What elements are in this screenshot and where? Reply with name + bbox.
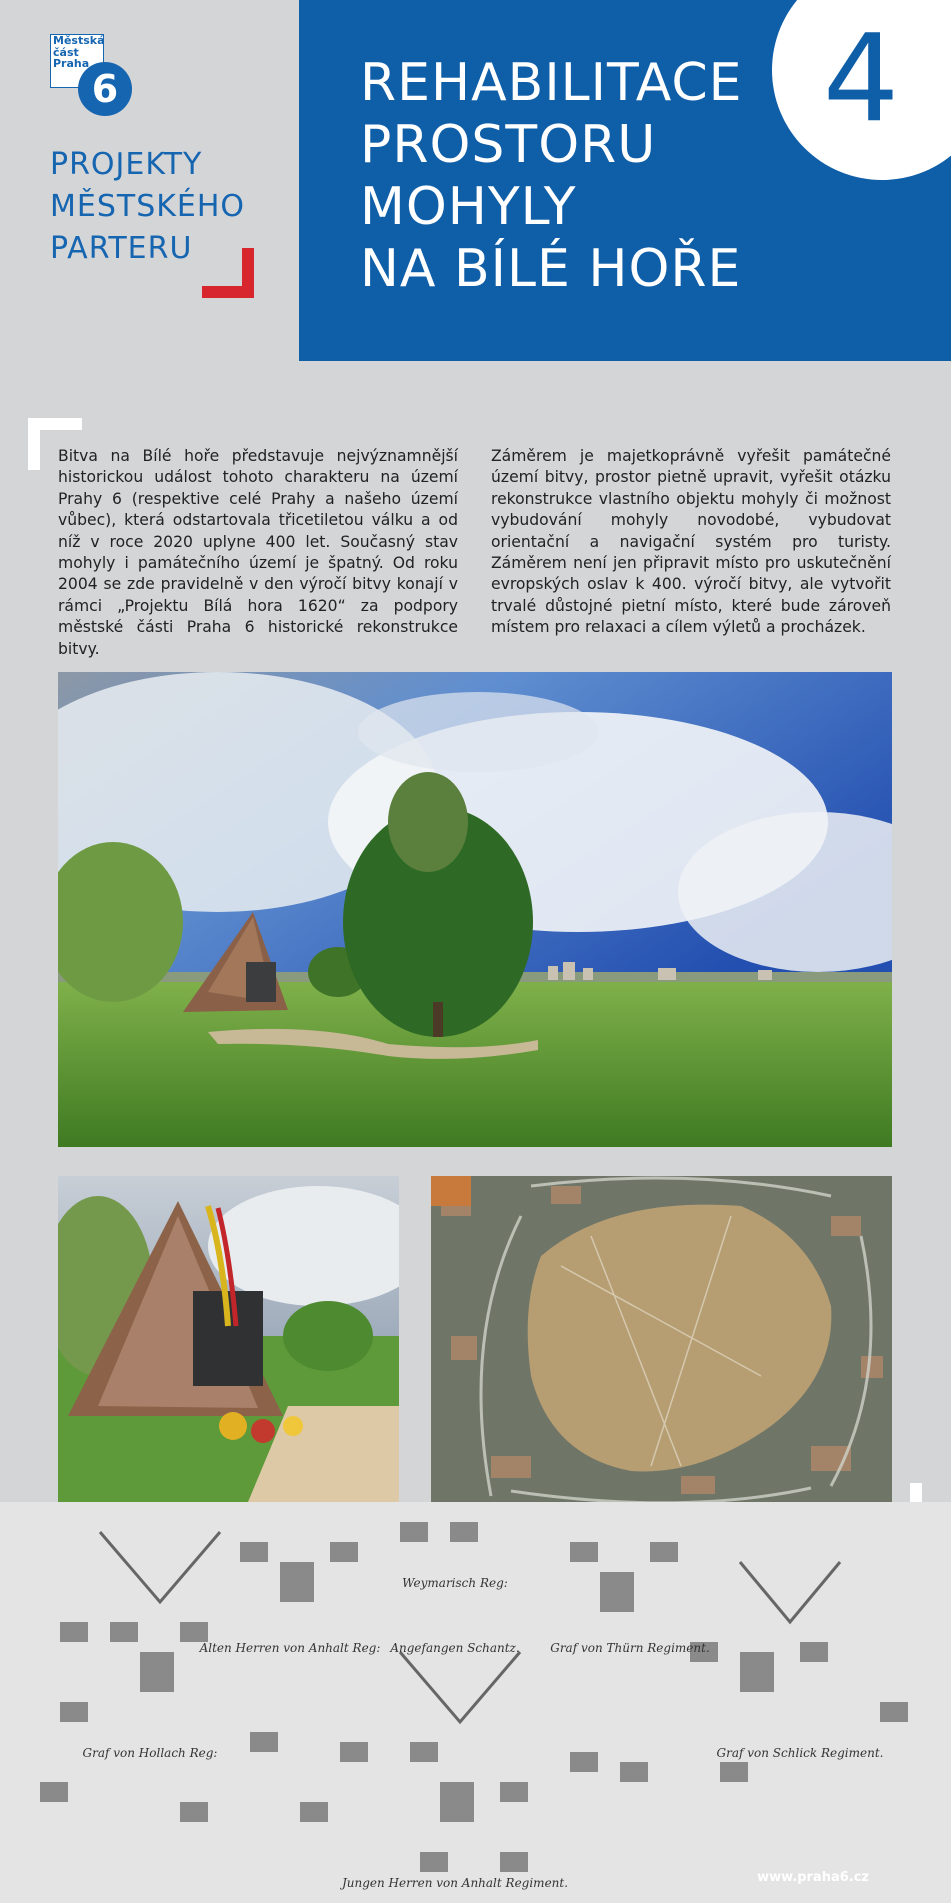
- projects-title-line: PARTERU: [50, 231, 193, 266]
- main-title: [360, 52, 743, 300]
- logo-line: Městská: [53, 34, 105, 47]
- website-url[interactable]: www.praha6.cz: [757, 1870, 869, 1885]
- red-corner-mark: [202, 248, 254, 298]
- map-label: Graf von Thürn Regiment.: [550, 1641, 710, 1655]
- map-label: Jungen Herren von Anhalt Regiment.: [341, 1876, 569, 1890]
- map-label: Angefangen Schantz.: [390, 1641, 520, 1655]
- main-title-line: REHABILITACE: [360, 53, 743, 113]
- landscape-photo: [58, 672, 892, 1147]
- map-label: Graf von Hollach Reg:: [82, 1746, 218, 1760]
- panel-number: 4: [822, 10, 900, 149]
- aerial-photo: [431, 1176, 892, 1502]
- main-title-line: PROSTORU: [360, 115, 657, 175]
- historic-battle-map: [0, 1502, 951, 1903]
- intro-text: Bitva na Bílé hoře představuje nejvýznamnější historickou událost tohoto charakteru na území Prahy 6 (respektive celé Prahy a našeho území vůbec), která odstartovala třicetiletou válku a od níž v roce 2020 uplyne 400 let. Současný stav mohyly i památečního území je špatný. Od roku 2004 se zde pravidelně v den výročí bitvy konají v rámci „Projektu Bílá hora 1620“ za podpory městské části Praha 6 historické rekonstrukce bitvy.: [58, 447, 458, 658]
- goal-text: Záměrem je majetkoprávně vyřešit památečné území bitvy, prostor pietně upravit, vyřešit otázku rekonstrukce vlastního objektu mohyly či možnost vybudování mohyly novodobé, vybudovat orientační a navigační systém pro turisty. Záměrem není jen připravit místo pro uskutečnění evropských oslav k 400. výročí bitvy, ale vytvořit trvalé důstojné pietní místo, které bude zároveň místem pro relaxaci a cílem výletů a procházek.: [491, 447, 891, 637]
- projects-title-line: MĚSTSKÉHO: [50, 189, 246, 224]
- main-title-line: MOHYLY: [360, 177, 577, 237]
- logo-number: 6: [78, 62, 132, 116]
- logo-line: Praha: [53, 57, 90, 70]
- logo-line: část: [53, 45, 79, 59]
- praha6-logo: [50, 34, 136, 120]
- monument-photo: [58, 1176, 399, 1502]
- map-label: Weymarisch Reg:: [402, 1576, 508, 1590]
- map-label: Graf von Schlick Regiment.: [716, 1746, 884, 1760]
- projects-title-line: PROJEKTY: [50, 147, 203, 182]
- main-title-line: NA BÍLÉ HOŘE: [360, 239, 742, 299]
- map-label: Alten Herren von Anhalt Reg:: [199, 1641, 381, 1655]
